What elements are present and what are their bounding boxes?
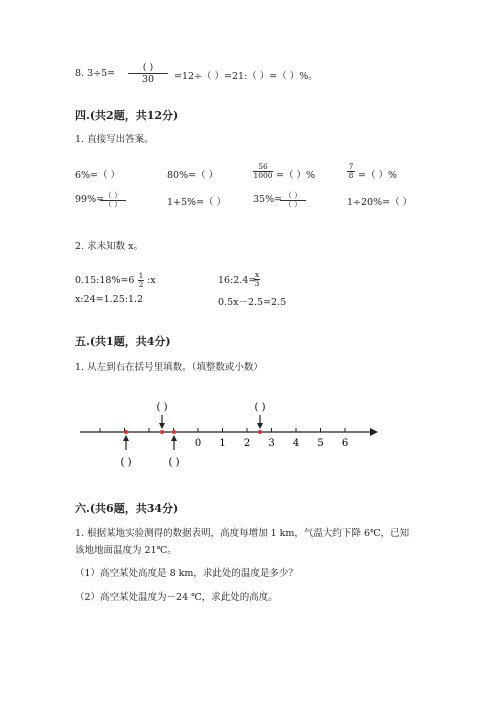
q8-rest: =12÷（ ）=21:（ ）=（ ）%。 (174, 71, 318, 82)
s4-row2-c-pre: 35%= (253, 194, 283, 205)
s4-row2-a-den[interactable]: （ ） (104, 200, 122, 209)
s4-row1-d-num: 7 (348, 162, 354, 171)
section5-q1-label: 1. 从左到右在括号里填数。（填整数或小数） (75, 362, 263, 373)
s4-eq2-num: x (254, 270, 260, 279)
below-blank-2[interactable]: ( ) (168, 457, 180, 468)
marker-point (258, 430, 262, 434)
q8-prefix: 8. 3÷5= (75, 68, 116, 79)
section6-title: 六.(共6题，共34分) (75, 502, 179, 515)
tick-label: 2 (243, 438, 251, 449)
s4-eq2-pre: 16:2.4= (218, 275, 257, 286)
s4-eq1-num: 1 (138, 271, 144, 280)
up-arrows (123, 435, 177, 450)
q8-fraction (128, 62, 168, 85)
s4-eq1-den: 2 (138, 280, 144, 289)
s4-eq2-frac (254, 271, 260, 288)
up-arrowhead-icon (171, 435, 177, 441)
tick-label: 0 (194, 438, 202, 449)
above-blank-2[interactable]: ( ) (254, 402, 266, 413)
section6-q1-line2: 该地地面温度为 21℃。 (75, 545, 177, 556)
s4-row2-a-num[interactable]: （ ） (104, 191, 122, 200)
s4-row2-a-frac (100, 192, 126, 209)
s4-row1-d-den: 8 (348, 171, 354, 180)
marker-point (160, 430, 164, 434)
up-arrowhead-icon (123, 435, 129, 441)
tick-label: 6 (341, 438, 349, 449)
tick-label: 3 (268, 438, 275, 449)
down-arrowhead-icon (257, 423, 263, 429)
section6-sub1: （1）高空某处高度是 8 km，求此处的温度是多少？ (75, 568, 298, 579)
s4-row2-d: 1÷20%=（ ） (347, 197, 413, 208)
tick-label: 5 (317, 438, 324, 449)
tick-label: 4 (292, 438, 300, 449)
below-blank-1[interactable]: ( ) (120, 457, 132, 468)
number-line (0, 395, 500, 485)
s4-eq2-den: 3 (254, 279, 260, 288)
section4-q1-label: 1. 直接写出答案。 (75, 134, 154, 145)
section6-q1-line1: 1. 根据某地实验测得的数据表明，高度每增加 1 km，气温大约下降 6℃，已知 (75, 528, 410, 539)
s4-row1-a: 6%=（ ） (75, 170, 121, 181)
s4-row1-c-frac (253, 163, 273, 180)
above-blank-1[interactable]: ( ) (156, 402, 168, 413)
section4-q2-label: 2. 求未知数 x。 (75, 241, 143, 252)
section4-title: 四.(共2题，共12分) (75, 109, 179, 122)
tick-label: 1 (219, 438, 226, 449)
section6-sub2: （2）高空某处温度为－24 ℃，求此处的高度。 (75, 592, 278, 603)
s4-row1-c-den: 1000 (253, 171, 273, 180)
s4-row1-d-frac (347, 163, 355, 180)
s4-row2-c-num[interactable]: （ ） (284, 191, 302, 200)
down-arrows (159, 415, 263, 429)
s4-row2-c-den[interactable]: （ ） (284, 200, 302, 209)
s4-eq4: 0.5x－2.5=2.5 (218, 297, 287, 308)
s4-row2-a-pre: 99%= (75, 194, 105, 205)
section5-title: 五.(共1题，共4分) (75, 335, 171, 348)
s4-eq1-tail: :x (147, 275, 156, 286)
s4-row2-c-frac (280, 192, 306, 209)
s4-eq1-pre: 0.15:18%=6 (75, 275, 135, 286)
marker-point (124, 430, 128, 434)
s4-eq3: x:24=1.25:1.2 (75, 294, 144, 305)
down-arrowhead-icon (159, 423, 165, 429)
s4-row2-b: 1+5%=（ ） (167, 197, 227, 208)
tick-labels (195, 438, 348, 449)
q8-frac-num[interactable]: ( ) (142, 62, 154, 73)
q8-frac-den: 30 (141, 74, 155, 85)
s4-row1-c-num: 56 (258, 162, 268, 171)
marker-point (172, 430, 176, 434)
s4-row1-d-tail: =（ ）% (358, 170, 398, 181)
s4-eq1-frac (138, 272, 144, 289)
s4-row1-c-tail: =（ ）% (276, 170, 316, 181)
s4-row1-b: 80%=（ ） (167, 170, 219, 181)
